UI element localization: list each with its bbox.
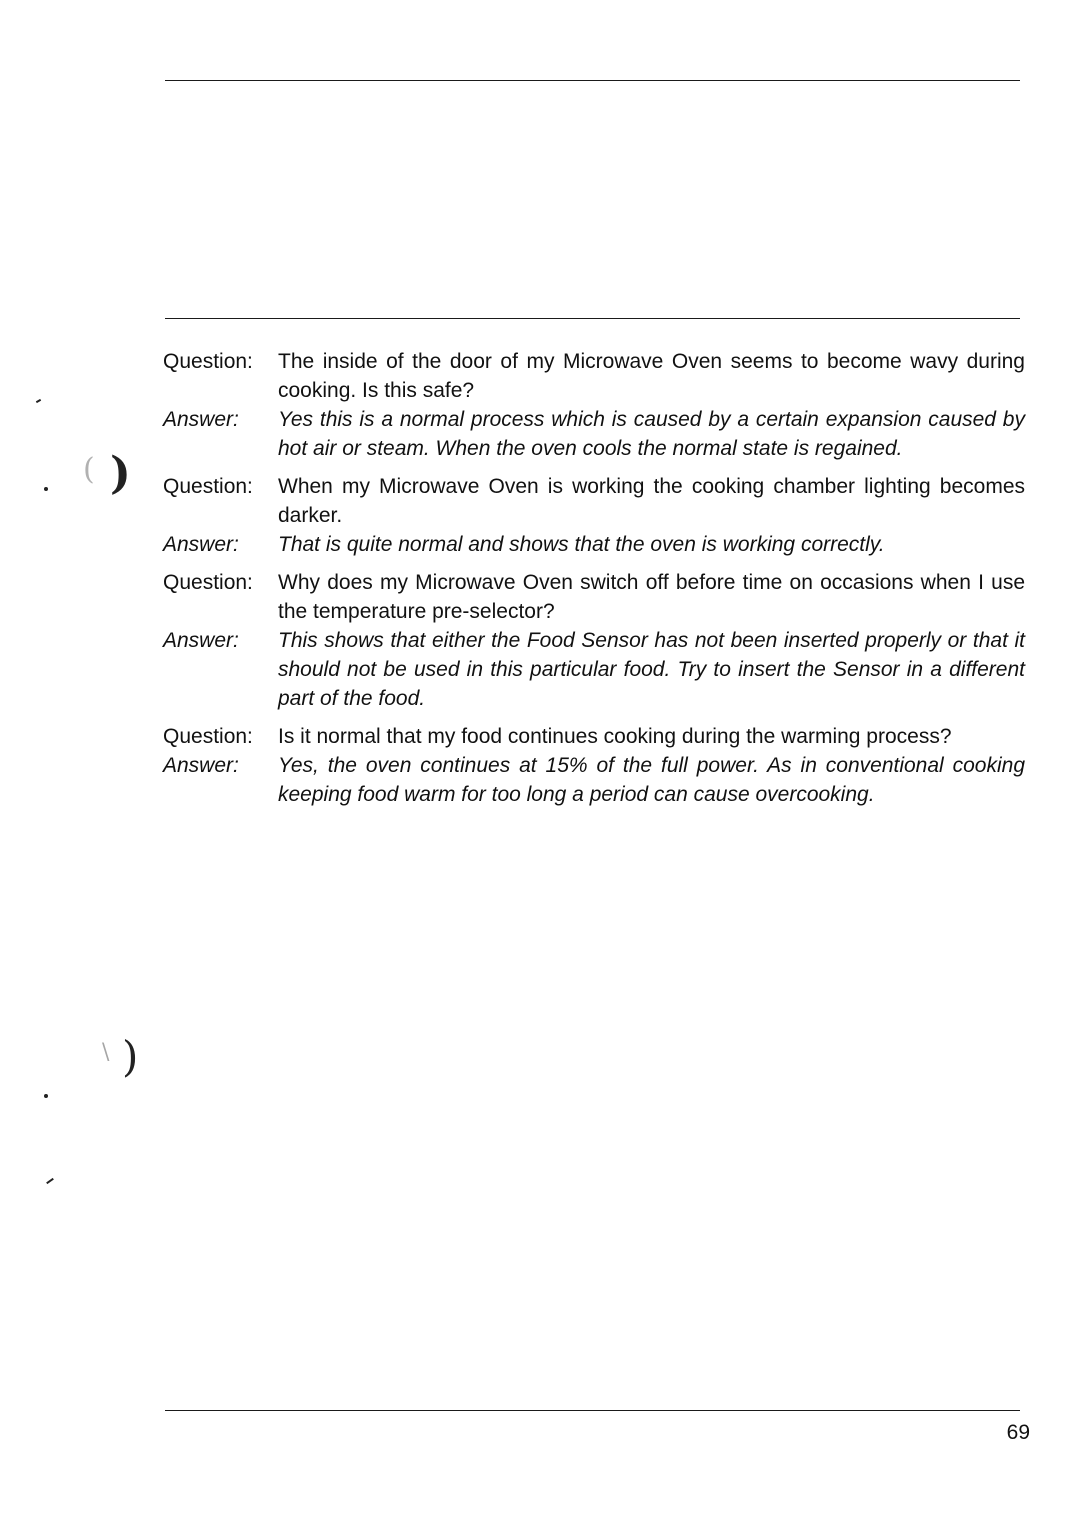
question-label: Question: xyxy=(163,350,253,373)
scan-speck xyxy=(44,487,48,491)
answer-row xyxy=(163,530,1025,559)
scan-speck xyxy=(36,399,41,403)
question-text: When my Microwave Oven is working the cooking chamber lighting becomes darker. xyxy=(278,475,1025,527)
answer-label: Answer: xyxy=(163,754,239,777)
answer-text: Yes, the oven continues at 15% of the full power. As in conventional cooking keeping food warm for too long a period can cause overcooking. xyxy=(278,754,1025,806)
question-label: Question: xyxy=(163,725,253,748)
binding-hole-shadow: \ xyxy=(102,1040,110,1065)
section-rule xyxy=(165,318,1020,319)
question-row xyxy=(163,722,1025,751)
scan-speck xyxy=(44,1094,48,1098)
binding-hole-shadow: ( xyxy=(83,452,95,487)
answer-label: Answer: xyxy=(163,408,239,431)
spacer xyxy=(163,463,1025,472)
faq-section xyxy=(163,347,1025,809)
question-text: The inside of the door of my Microwave Oven seems to become wavy during cooking. Is this safe? xyxy=(278,350,1025,402)
top-rule xyxy=(165,80,1020,81)
answer-row xyxy=(163,751,1025,809)
question-row xyxy=(163,568,1025,626)
spacer xyxy=(163,559,1025,568)
answer-label: Answer: xyxy=(163,629,239,652)
answer-row xyxy=(163,626,1025,713)
question-row xyxy=(163,472,1025,530)
question-row xyxy=(163,347,1025,405)
binding-hole-shadow: ) xyxy=(122,1032,139,1081)
scan-speck xyxy=(46,1178,54,1184)
answer-row xyxy=(163,405,1025,463)
spacer xyxy=(163,713,1025,722)
binding-hole-shadow: ) xyxy=(110,448,131,499)
question-label: Question: xyxy=(163,475,253,498)
question-text: Why does my Microwave Oven switch off before time on occasions when I use the temperature pre-selector? xyxy=(278,571,1025,623)
answer-text: That is quite normal and shows that the oven is working correctly. xyxy=(278,533,885,556)
answer-label: Answer: xyxy=(163,533,239,556)
question-text: Is it normal that my food continues cooking during the warming process? xyxy=(278,725,952,748)
footer-rule xyxy=(165,1410,1020,1411)
answer-text: This shows that either the Food Sensor has not been inserted properly or that it should not be used in this particular food. Try to insert the Sensor in a different part of the food. xyxy=(278,629,1025,710)
question-label: Question: xyxy=(163,571,253,594)
answer-text: Yes this is a normal process which is caused by a certain expansion caused by hot air or steam. When the oven cools the normal state is regained. xyxy=(278,408,1025,460)
page-number: 69 xyxy=(1006,1421,1030,1444)
